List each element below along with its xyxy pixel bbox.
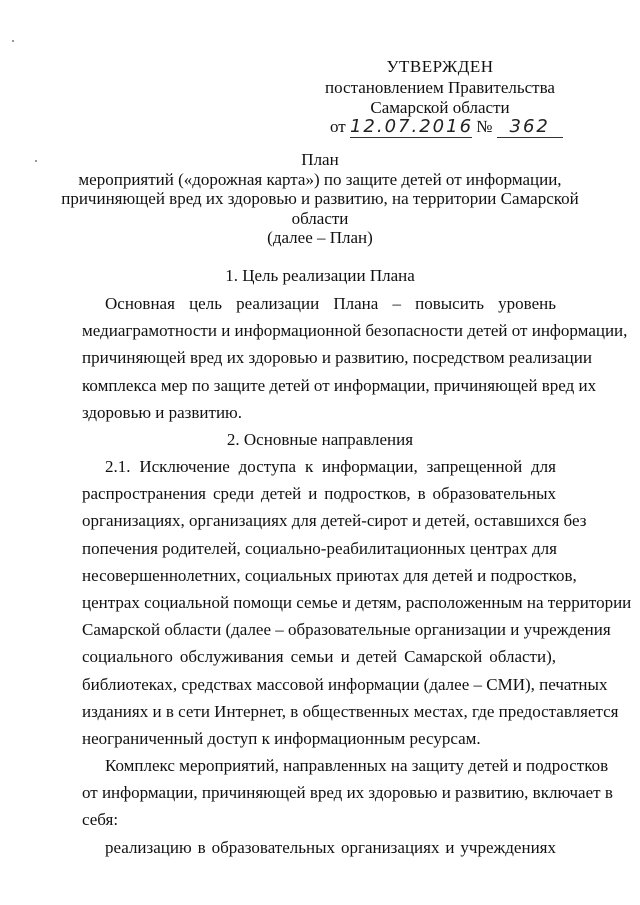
plan-title-line-4: области xyxy=(291,208,349,228)
plan-title-line-3: причиняющей вред их здоровью и развитию, на территории Самарской xyxy=(61,189,579,208)
paragraph-line: Основная цель реализации Плана – повысить уровень xyxy=(105,294,556,313)
approval-date-line xyxy=(330,116,563,138)
paragraph-line: реализацию в образовательных организациях и учреждениях xyxy=(105,838,556,857)
number-sign: № xyxy=(476,117,493,136)
paragraph-line: от информации, причиняющей вред их здоровью и развитию, включает в xyxy=(82,783,613,803)
paragraph-line: себя: xyxy=(82,810,119,830)
paragraph-line: 2.1. Исключение доступа к информации, запрещенной для xyxy=(105,457,556,476)
section-1-heading: 1. Цель реализации Плана xyxy=(225,266,415,285)
section-1-paragraph xyxy=(82,290,628,426)
scan-speck xyxy=(35,160,37,162)
paragraph-line: Комплекс мероприятий, направленных на защиту детей и подростков xyxy=(105,756,609,775)
approval-title: УТВЕРЖДЕН xyxy=(386,57,494,76)
paragraph-line: центрах социальной помощи семье и детям, расположенным на территории xyxy=(82,592,632,612)
number-field xyxy=(497,116,563,138)
paragraph-line: неограниченный доступ к информационным ресурсам. xyxy=(82,728,481,748)
handwritten-number: 362 xyxy=(509,116,550,137)
plan-title-line-5: (далее – План) xyxy=(267,228,373,247)
paragraph-line: социального обслуживания семьи и детей Самарской области), xyxy=(82,647,556,667)
paragraph-line: несовершеннолетних, социальных приютах для детей и подростков, xyxy=(82,565,577,585)
paragraph-line: здоровью и развитию. xyxy=(82,402,242,422)
paragraph-line: распространения среди детей и подростков, в образовательных xyxy=(82,484,556,504)
plan-title-line-2: мероприятий («дорожная карта») по защите детей от информации, xyxy=(78,169,562,189)
paragraph-line: организациях, организациях для детей-сирот и детей, оставшихся без xyxy=(82,511,587,531)
section-2-heading: 2. Основные направления xyxy=(226,430,414,449)
date-field xyxy=(350,116,472,138)
section-2-paragraph-2 xyxy=(82,752,613,834)
approval-line-2: Самарской области xyxy=(370,98,510,117)
plan-title xyxy=(60,150,580,248)
paragraph-line: изданиях и в сети Интернет, в общественных местах, где предоставляется xyxy=(82,701,619,721)
approval-block xyxy=(300,57,580,119)
scan-speck xyxy=(12,40,14,42)
handwritten-date: 12.07.2016 xyxy=(349,116,474,137)
paragraph-line: Самарской области (далее – образовательные организации и учреждения xyxy=(82,620,611,640)
paragraph-line: комплекса мер по защите детей от информации, причиняющей вред их xyxy=(82,375,597,395)
section-2-paragraph-3 xyxy=(82,834,556,861)
section-2-paragraph-1 xyxy=(82,453,632,752)
plan-title-line-1: План xyxy=(301,150,339,169)
paragraph-line: медиаграмотности и информационной безопасности детей от информации, xyxy=(82,321,628,341)
date-prefix: от xyxy=(330,117,346,136)
approval-line-1: постановлением Правительства xyxy=(325,77,555,97)
paragraph-line: библиотеках, средствах массовой информации (далее – СМИ), печатных xyxy=(82,674,608,694)
paragraph-line: попечения родителей, социально-реабилитационных центрах для xyxy=(82,538,557,558)
paragraph-line: причиняющей вред их здоровью и развитию, посредством реализации xyxy=(82,348,592,368)
